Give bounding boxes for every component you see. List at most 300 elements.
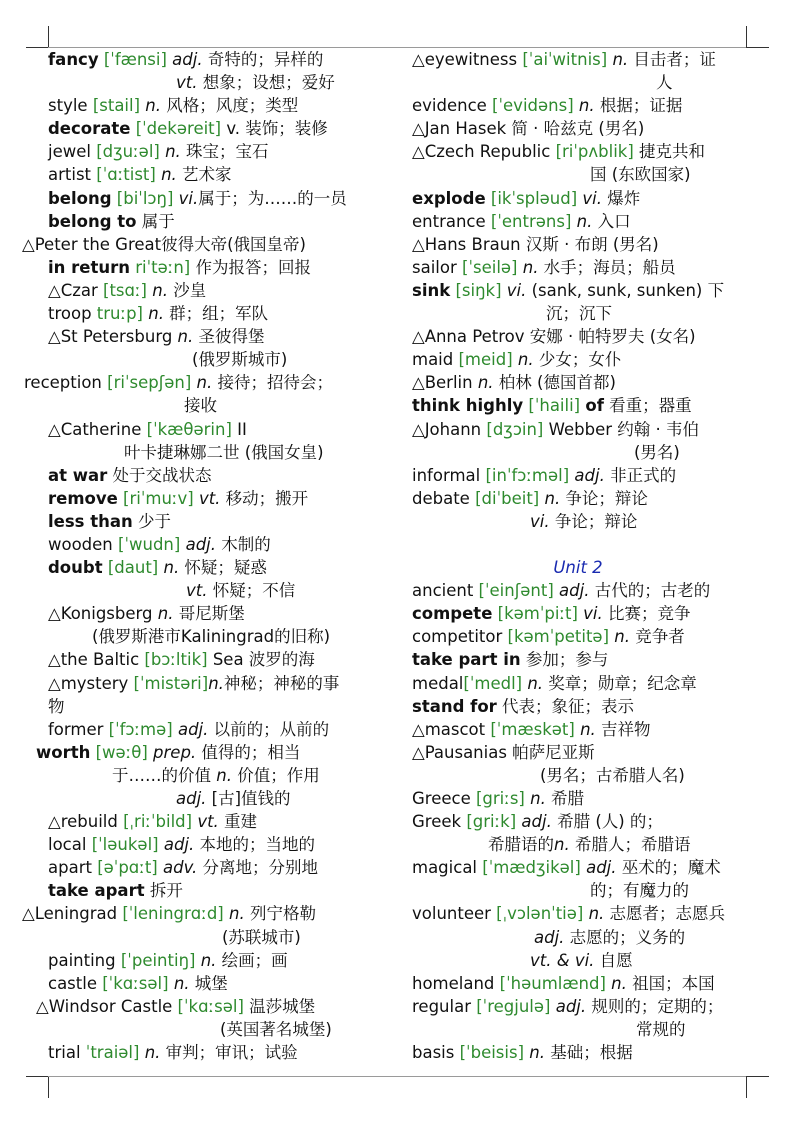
text: evidence <box>412 96 487 116</box>
vocab-line <box>0 856 372 879</box>
text: 接收 <box>184 396 217 416</box>
text: volunteer <box>412 904 491 924</box>
text: 城堡 <box>189 973 228 993</box>
text: △Leningrad <box>22 904 118 924</box>
part-of-speech: n. <box>544 488 561 508</box>
vocab-line <box>0 464 372 487</box>
text: magical <box>412 858 478 878</box>
text: (男名；古希腊人名) <box>540 765 685 785</box>
text: Greek <box>412 812 462 832</box>
text: sailor <box>412 257 457 277</box>
corner-mark-top-left <box>48 26 49 48</box>
phonetic: [ˈɑːtist] <box>91 165 162 185</box>
text: 接待；招待会； <box>212 373 333 393</box>
part-of-speech: n. <box>614 627 630 647</box>
part-of-speech: n. <box>196 373 213 393</box>
corner-mark-bottom-right <box>747 1076 769 1077</box>
vocab-line <box>0 279 372 302</box>
text: 艺术家 <box>176 165 232 185</box>
vocab-line <box>0 302 372 325</box>
vocab-line <box>0 972 372 995</box>
vocab-line <box>0 1041 372 1064</box>
vocab-line <box>392 648 764 671</box>
text: △Peter the Great彼得大帝(俄国皇帝) <box>22 234 306 254</box>
part-of-speech: n. <box>144 1043 161 1063</box>
part-of-speech: vi. <box>583 604 603 624</box>
text: wooden <box>48 534 113 554</box>
text: 珠宝；宝石 <box>180 142 269 162</box>
text: 争论；辩论 <box>560 488 648 508</box>
vocab-line <box>392 602 764 625</box>
vocab-line <box>0 418 372 441</box>
phonetic: ˈtraiəl] <box>80 1043 145 1063</box>
text: △Anna Petrov 安娜 · 帕特罗夫 (女名) <box>412 327 696 347</box>
text: △Czar <box>48 280 98 300</box>
headword: think highly <box>412 396 524 416</box>
part-of-speech: adj. <box>574 465 605 485</box>
vocab-line <box>0 579 372 602</box>
headword: decorate <box>48 119 131 139</box>
part-of-speech: adj. <box>521 812 552 832</box>
right-vocabulary-column <box>392 48 764 1064</box>
phonetic: [ˈevidəns] <box>486 96 579 116</box>
text: 叶卡捷琳娜二世 (俄国女皇) <box>124 442 324 462</box>
vocab-line <box>0 718 372 741</box>
vocab-line <box>392 995 764 1018</box>
text: 群；组；军队 <box>163 304 269 324</box>
text: trial <box>48 1043 81 1063</box>
vocab-line <box>0 140 372 163</box>
phonetic: [biˈlɔŋ] <box>111 188 179 208</box>
vocab-line <box>0 625 372 648</box>
text: (男名) <box>634 442 680 462</box>
phonetic: [ˈfænsi] <box>98 50 173 69</box>
vocab-line <box>0 371 372 394</box>
phonetic: [wəːθ] <box>90 742 154 762</box>
text: 哥尼斯堡 <box>173 604 245 624</box>
part-of-speech: adj. <box>163 835 195 855</box>
phonetic: [riˈpʌblik] <box>550 142 640 162</box>
vocab-line <box>0 556 372 579</box>
vocab-line <box>392 856 764 879</box>
phonetic: [əˈpɑːt] <box>91 858 163 878</box>
vocab-line <box>392 94 764 117</box>
vocab-line <box>0 510 372 533</box>
text: ancient <box>412 581 474 601</box>
text: 竞争者 <box>629 627 685 647</box>
text: 捷克共和 <box>639 142 706 162</box>
part-of-speech: vi. <box>582 188 603 208</box>
text: △mystery <box>48 673 129 693</box>
part-of-speech: n. <box>152 280 168 300</box>
phonetic: [dʒuːəl] <box>90 142 166 162</box>
text: Unit 2 <box>553 558 603 578</box>
vocab-line <box>0 533 372 556</box>
text: (英国著名城堡) <box>220 1019 332 1039</box>
phonetic: [diˈbeit] <box>469 488 545 508</box>
phonetic: [ˈmistəri] <box>128 673 209 693</box>
part-of-speech: n. <box>152 604 174 624</box>
part-of-speech: n. <box>172 327 194 347</box>
phonetic: [ˈmedl] <box>463 673 528 693</box>
unit-heading <box>392 556 764 579</box>
phonetic: [ˈkɑːsəl] <box>96 973 174 993</box>
text: △Hans Braun 汉斯 · 布朗 (男名) <box>412 234 659 254</box>
text: 沉；沉下 <box>546 304 612 324</box>
text: 少女；女仆 <box>533 350 622 370</box>
text: 志愿的；义务的 <box>564 927 686 947</box>
part-of-speech: n. <box>161 165 177 185</box>
phonetic: [ˈhaili] <box>523 396 586 416</box>
part-of-speech: adj. <box>586 858 617 878</box>
headword: at war <box>48 465 108 485</box>
text: II <box>237 419 247 439</box>
vocab-line <box>392 48 764 71</box>
vocab-line <box>0 348 372 371</box>
text: 比赛；竞争 <box>602 604 691 624</box>
part-of-speech: n. <box>173 973 190 993</box>
vocab-line <box>0 695 372 718</box>
text: 志愿者；志愿兵 <box>604 904 726 924</box>
phonetic: [ˈmæskət] <box>485 719 581 739</box>
vocab-line <box>392 1018 764 1041</box>
phonetic: riˈtəːn] <box>130 257 196 277</box>
text: 希腊 <box>545 789 585 808</box>
part-of-speech: vi. <box>530 511 550 531</box>
headword: remove <box>48 488 118 508</box>
phonetic: [inˈfɔːməl] <box>480 465 575 485</box>
vocab-line <box>0 1018 372 1041</box>
text: 重建 <box>218 812 258 832</box>
corner-mark-bottom-left <box>26 1076 48 1077</box>
part-of-speech: n. <box>229 904 245 924</box>
text: 参加；参与 <box>520 650 609 670</box>
phonetic: [ˈkɑːsəl] <box>172 996 250 1016</box>
vocab-line <box>392 441 764 464</box>
text: reception <box>24 373 102 393</box>
part-of-speech: adj. <box>534 927 565 947</box>
part-of-speech: n. <box>554 835 570 855</box>
vocab-line <box>0 441 372 464</box>
text: 值得的；相当 <box>196 742 301 762</box>
phonetic: [bɔːltik] <box>139 650 213 670</box>
phonetic: [riˈmuːv] <box>117 488 199 508</box>
headword: take part in <box>412 650 521 670</box>
vocab-line <box>0 325 372 348</box>
phonetic: [griːk] <box>461 812 522 832</box>
text: 国 (东欧国家) <box>590 165 691 185</box>
part-of-speech: n. <box>517 350 534 370</box>
vocab-line <box>392 418 764 441</box>
text: △Konigsberg <box>48 604 153 624</box>
corner-mark-bottom-right <box>746 1076 747 1098</box>
part-of-speech: n. <box>208 673 224 693</box>
headword: fancy <box>48 50 99 69</box>
vocab-line <box>0 672 372 695</box>
text: 神秘；神秘的事 <box>223 673 340 693</box>
corner-mark-top-right <box>746 26 747 48</box>
vocab-line <box>0 926 372 949</box>
text: 圣彼得堡 <box>193 327 265 347</box>
text: 看重；器重 <box>603 396 692 416</box>
vocab-line <box>392 302 764 325</box>
text: former <box>48 719 104 739</box>
phonetic: [ˈpeintiŋ] <box>115 950 201 970</box>
headword: of <box>585 396 604 416</box>
part-of-speech: n. <box>580 719 596 739</box>
phonetic: [ˈleningrɑːd] <box>117 904 229 924</box>
phonetic: [kəmˈpetitə] <box>502 627 615 647</box>
part-of-speech: vi. <box>178 188 199 208</box>
text: 处于交战状态 <box>107 465 212 485</box>
text: 温莎城堡 <box>249 996 316 1016</box>
vocab-line <box>392 533 764 556</box>
text: 奇特的；异样的 <box>202 50 324 69</box>
part-of-speech: n. <box>527 673 544 693</box>
text: △mascot <box>412 719 486 739</box>
vocab-line <box>0 949 372 972</box>
bottom-rule <box>48 1076 746 1077</box>
text: painting <box>48 950 116 970</box>
vocab-line <box>0 833 372 856</box>
vocab-line <box>392 464 764 487</box>
part-of-speech: adj. <box>176 789 207 808</box>
vocab-line <box>392 741 764 764</box>
part-of-speech: n. <box>522 257 539 277</box>
phonetic: [ˈentrəns] <box>485 211 577 231</box>
text: homeland <box>412 973 495 993</box>
phonetic: [ˈwudn] <box>112 534 186 554</box>
text: △rebuild <box>48 812 118 832</box>
part-of-speech: vt. <box>176 73 198 93</box>
text: 奖章；勋章；纪念章 <box>543 673 697 693</box>
text: △eyewitness <box>412 50 518 69</box>
part-of-speech: n. <box>529 1043 545 1063</box>
part-of-speech: n. <box>200 950 217 970</box>
part-of-speech: vt. <box>186 581 208 601</box>
headword: less than <box>48 511 133 531</box>
vocab-line <box>0 187 372 210</box>
vocab-line <box>0 741 372 764</box>
text: 于……的价值 <box>112 765 217 785</box>
part-of-speech: vt. <box>197 812 219 832</box>
vocab-line <box>392 926 764 949</box>
text: basis <box>412 1043 455 1063</box>
part-of-speech: n. <box>165 142 181 162</box>
text: 少于 <box>132 511 171 531</box>
text: 以前的；从前的 <box>208 719 330 739</box>
vocab-line <box>392 764 764 787</box>
vocab-line <box>392 833 764 856</box>
phonetic: [riˈsepʃən] <box>101 373 197 393</box>
text: 绘画；画 <box>216 950 288 970</box>
text: v. 装饰；装修 <box>226 119 328 139</box>
part-of-speech: n. <box>611 973 627 993</box>
text: 目击者；证 <box>628 50 716 69</box>
vocab-line <box>392 163 764 186</box>
text: 希腊语的 <box>488 835 554 855</box>
text: (苏联城市) <box>222 927 301 947</box>
part-of-speech: n. <box>145 96 161 116</box>
vocab-line <box>0 233 372 256</box>
text: 怀疑；疑惑 <box>179 558 267 578</box>
text: 希腊 (人) 的； <box>551 812 663 832</box>
vocab-line <box>392 1041 764 1064</box>
vocab-line <box>392 972 764 995</box>
vocab-line <box>0 902 372 925</box>
text: 水手；海员；船员 <box>538 257 676 277</box>
text: 拆开 <box>144 881 183 901</box>
phonetic: [ˈhəumlænd] <box>494 973 612 993</box>
phonetic: [ˈləukəl] <box>86 835 164 855</box>
vocab-line <box>392 325 764 348</box>
part-of-speech: adj. <box>555 996 587 1016</box>
text: 爆炸 <box>602 188 641 208</box>
text: 想象；设想；爱好 <box>197 73 335 93</box>
vocab-line <box>392 879 764 902</box>
vocab-line <box>0 487 372 510</box>
vocab-line <box>392 256 764 279</box>
vocab-line <box>0 256 372 279</box>
part-of-speech: adv. <box>162 858 198 878</box>
text: regular <box>412 996 471 1016</box>
text: Webber 约翰 · 韦伯 <box>548 419 699 439</box>
text: 基础；根据 <box>544 1043 633 1063</box>
vocab-line <box>392 672 764 695</box>
phonetic: [ˈdekəreit] <box>130 119 227 139</box>
text: 列宁格勒 <box>244 904 316 924</box>
text: △the Baltic <box>48 650 140 670</box>
text: 属于；为……的一员 <box>198 188 347 208</box>
part-of-speech: n. <box>576 211 593 231</box>
phonetic: [ˈaiˈwitnis] <box>517 50 613 69</box>
phonetic: [siŋk] <box>450 280 507 300</box>
text: informal <box>412 465 481 485</box>
vocab-line <box>0 163 372 186</box>
vocab-line <box>392 787 764 810</box>
text: 的；有魔力的 <box>590 881 689 901</box>
vocab-line <box>392 718 764 741</box>
part-of-speech: vi. <box>506 280 527 300</box>
text: entrance <box>412 211 486 231</box>
headword: worth <box>36 742 91 762</box>
text: artist <box>48 165 92 185</box>
part-of-speech: n. <box>588 904 605 924</box>
headword: in return <box>48 257 130 277</box>
vocab-line <box>0 879 372 902</box>
text: local <box>48 835 87 855</box>
part-of-speech: n. <box>530 789 546 808</box>
text: 古代的；古老的 <box>589 581 711 601</box>
corner-mark-bottom-left <box>48 1076 49 1098</box>
text: 规则的；定期的； <box>586 996 724 1016</box>
text: △Czech Republic <box>412 142 551 162</box>
vocab-line <box>0 117 372 140</box>
phonetic: [ikˈspləud] <box>485 188 583 208</box>
vocab-line <box>392 394 764 417</box>
headword: doubt <box>48 558 103 578</box>
vocab-line <box>392 487 764 510</box>
text: △Johann <box>412 419 482 439</box>
headword: compete <box>412 604 493 624</box>
part-of-speech: n. <box>148 304 164 324</box>
text: △Jan Hasek 简 · 哈兹克 (男名) <box>412 119 645 139</box>
vocab-line <box>0 210 372 233</box>
phonetic: [dʒɔin] <box>481 419 549 439</box>
vocab-line <box>392 210 764 233</box>
left-vocabulary-column <box>0 48 372 1064</box>
phonetic: [kəmˈpiːt] <box>492 604 584 624</box>
text: 风格；风度；类型 <box>161 96 299 116</box>
text: 人 <box>656 73 673 93</box>
text: 沙皇 <box>167 280 207 300</box>
vocab-line <box>0 71 372 94</box>
phonetic: [ˈkæθərin] <box>141 419 238 439</box>
text: 属于 <box>136 211 175 231</box>
headword: belong to <box>48 211 137 231</box>
text: 祖国；本国 <box>626 973 715 993</box>
text: 常规的 <box>636 1019 686 1039</box>
text: 移动；搬开 <box>220 488 309 508</box>
vocab-line <box>392 695 764 718</box>
phonetic: [ˌriːˈbild] <box>117 812 198 832</box>
headword: take apart <box>48 881 145 901</box>
headword: stand for <box>412 696 497 716</box>
part-of-speech: adj. <box>185 534 216 554</box>
text: 根据；证据 <box>594 96 683 116</box>
part-of-speech: n. <box>163 558 180 578</box>
part-of-speech: n. <box>216 765 232 785</box>
text: 怀疑；不信 <box>207 581 296 601</box>
vocab-line <box>392 810 764 833</box>
text: 希腊人；希腊语 <box>569 835 691 855</box>
vocab-line <box>0 787 372 810</box>
vocab-line <box>0 48 372 71</box>
part-of-speech: vt. <box>198 488 221 508</box>
text: 自愿 <box>594 950 633 970</box>
text: castle <box>48 973 97 993</box>
vocab-line <box>392 233 764 256</box>
vocab-line <box>392 279 764 302</box>
vocab-line <box>0 648 372 671</box>
vocab-line <box>392 949 764 972</box>
vocab-line <box>392 579 764 602</box>
text: 入口 <box>592 211 631 231</box>
part-of-speech: prep. <box>153 742 197 762</box>
phonetic: [stail] <box>87 96 146 116</box>
part-of-speech: adj. <box>172 50 203 69</box>
vocab-line <box>0 995 372 1018</box>
vocab-line <box>392 117 764 140</box>
vocab-line <box>392 625 764 648</box>
phonetic: [ˈbeisis] <box>454 1043 530 1063</box>
text: jewel <box>48 142 91 162</box>
vocab-line <box>392 140 764 163</box>
part-of-speech: n. <box>472 373 494 393</box>
vocab-line <box>392 187 764 210</box>
headword: sink <box>412 280 451 300</box>
text: 分离地；分别地 <box>197 858 318 878</box>
part-of-speech: vt. & vi. <box>530 950 595 970</box>
text: (sank, sunk, sunken) 下 <box>526 280 725 300</box>
text: 争论；辩论 <box>549 511 638 531</box>
text: (俄罗斯城市) <box>192 350 288 370</box>
text: Sea 波罗的海 <box>212 650 315 670</box>
part-of-speech: n. <box>578 96 595 116</box>
phonetic: [ˈregjulə] <box>470 996 556 1016</box>
vocab-line <box>392 348 764 371</box>
phonetic: [ˈfɔːmə] <box>103 719 178 739</box>
